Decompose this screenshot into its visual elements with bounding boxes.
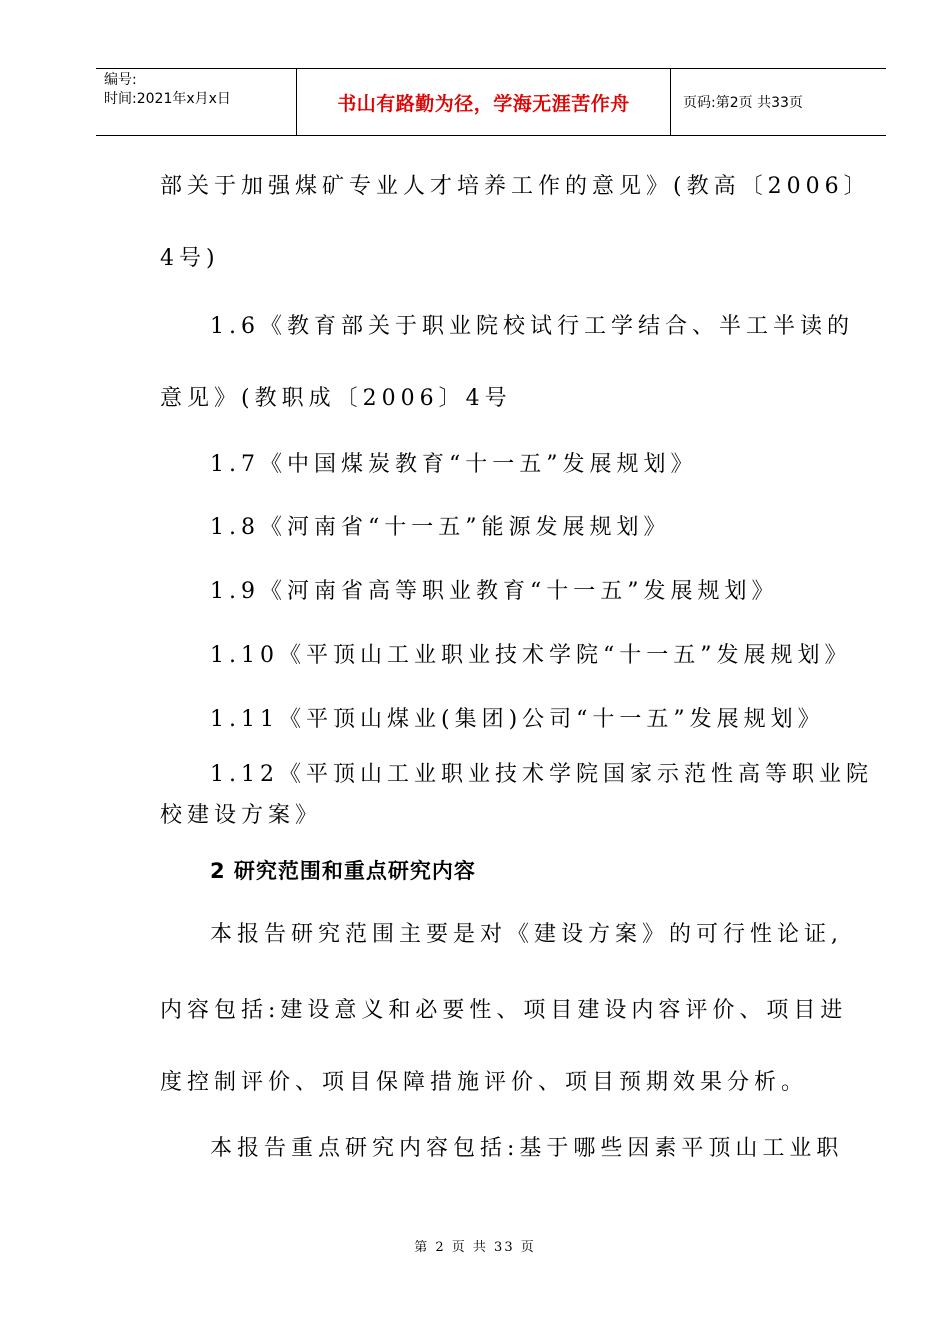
section-heading: 2 研究范围和重点研究内容 (210, 859, 476, 883)
reference-item: 1.10《平顶山工业职业技术学院“十一五”发展规划》 (210, 643, 852, 668)
paragraph-line: 本报告研究范围主要是对《建设方案》的可行性论证, (210, 922, 843, 947)
body-line: 部关于加强煤矿专业人才培养工作的意见》(教高〔2006〕 (160, 174, 871, 199)
reference-item: 1.12《平顶山工业职业技术学院国家示范性高等职业院 (210, 762, 873, 787)
body-line: 意见》(教职成〔2006〕4号 (160, 386, 512, 411)
reference-item: 1.9《河南省高等职业教育“十一五”发展规划》 (210, 579, 779, 604)
header-motto: 书山有路勤为径，学海无涯苦作舟 (297, 69, 671, 135)
reference-item: 1.8《河南省“十一五”能源发展规划》 (210, 515, 671, 540)
body-line: 校建设方案》 (160, 803, 323, 828)
header-meta (96, 69, 297, 135)
header-page-info: 页码:第2页 共33页 (683, 95, 803, 111)
reference-item: 1.7《中国煤炭教育“十一五”发展规划》 (210, 452, 698, 477)
page-footer: 第 2 页 共 33 页 (414, 1240, 536, 1255)
page-header (96, 68, 886, 136)
document-time-label: 时间:2021年x月x日 (104, 91, 231, 107)
body-line: 4号) (160, 246, 220, 271)
reference-item: 1.6《教育部关于职业院校试行工学结合、半工半读的 (210, 314, 854, 339)
paragraph-line: 度控制评价、项目保障措施评价、项目预期效果分析。 (160, 1070, 809, 1095)
reference-item: 1.11《平顶山煤业(集团)公司“十一五”发展规划》 (210, 707, 825, 732)
paragraph-line: 本报告重点研究内容包括:基于哪些因素平顶山工业职 (210, 1136, 844, 1161)
paragraph-line: 内容包括:建设意义和必要性、项目建设内容评价、项目进 (160, 998, 848, 1023)
document-number-label: 编号: (104, 72, 137, 88)
